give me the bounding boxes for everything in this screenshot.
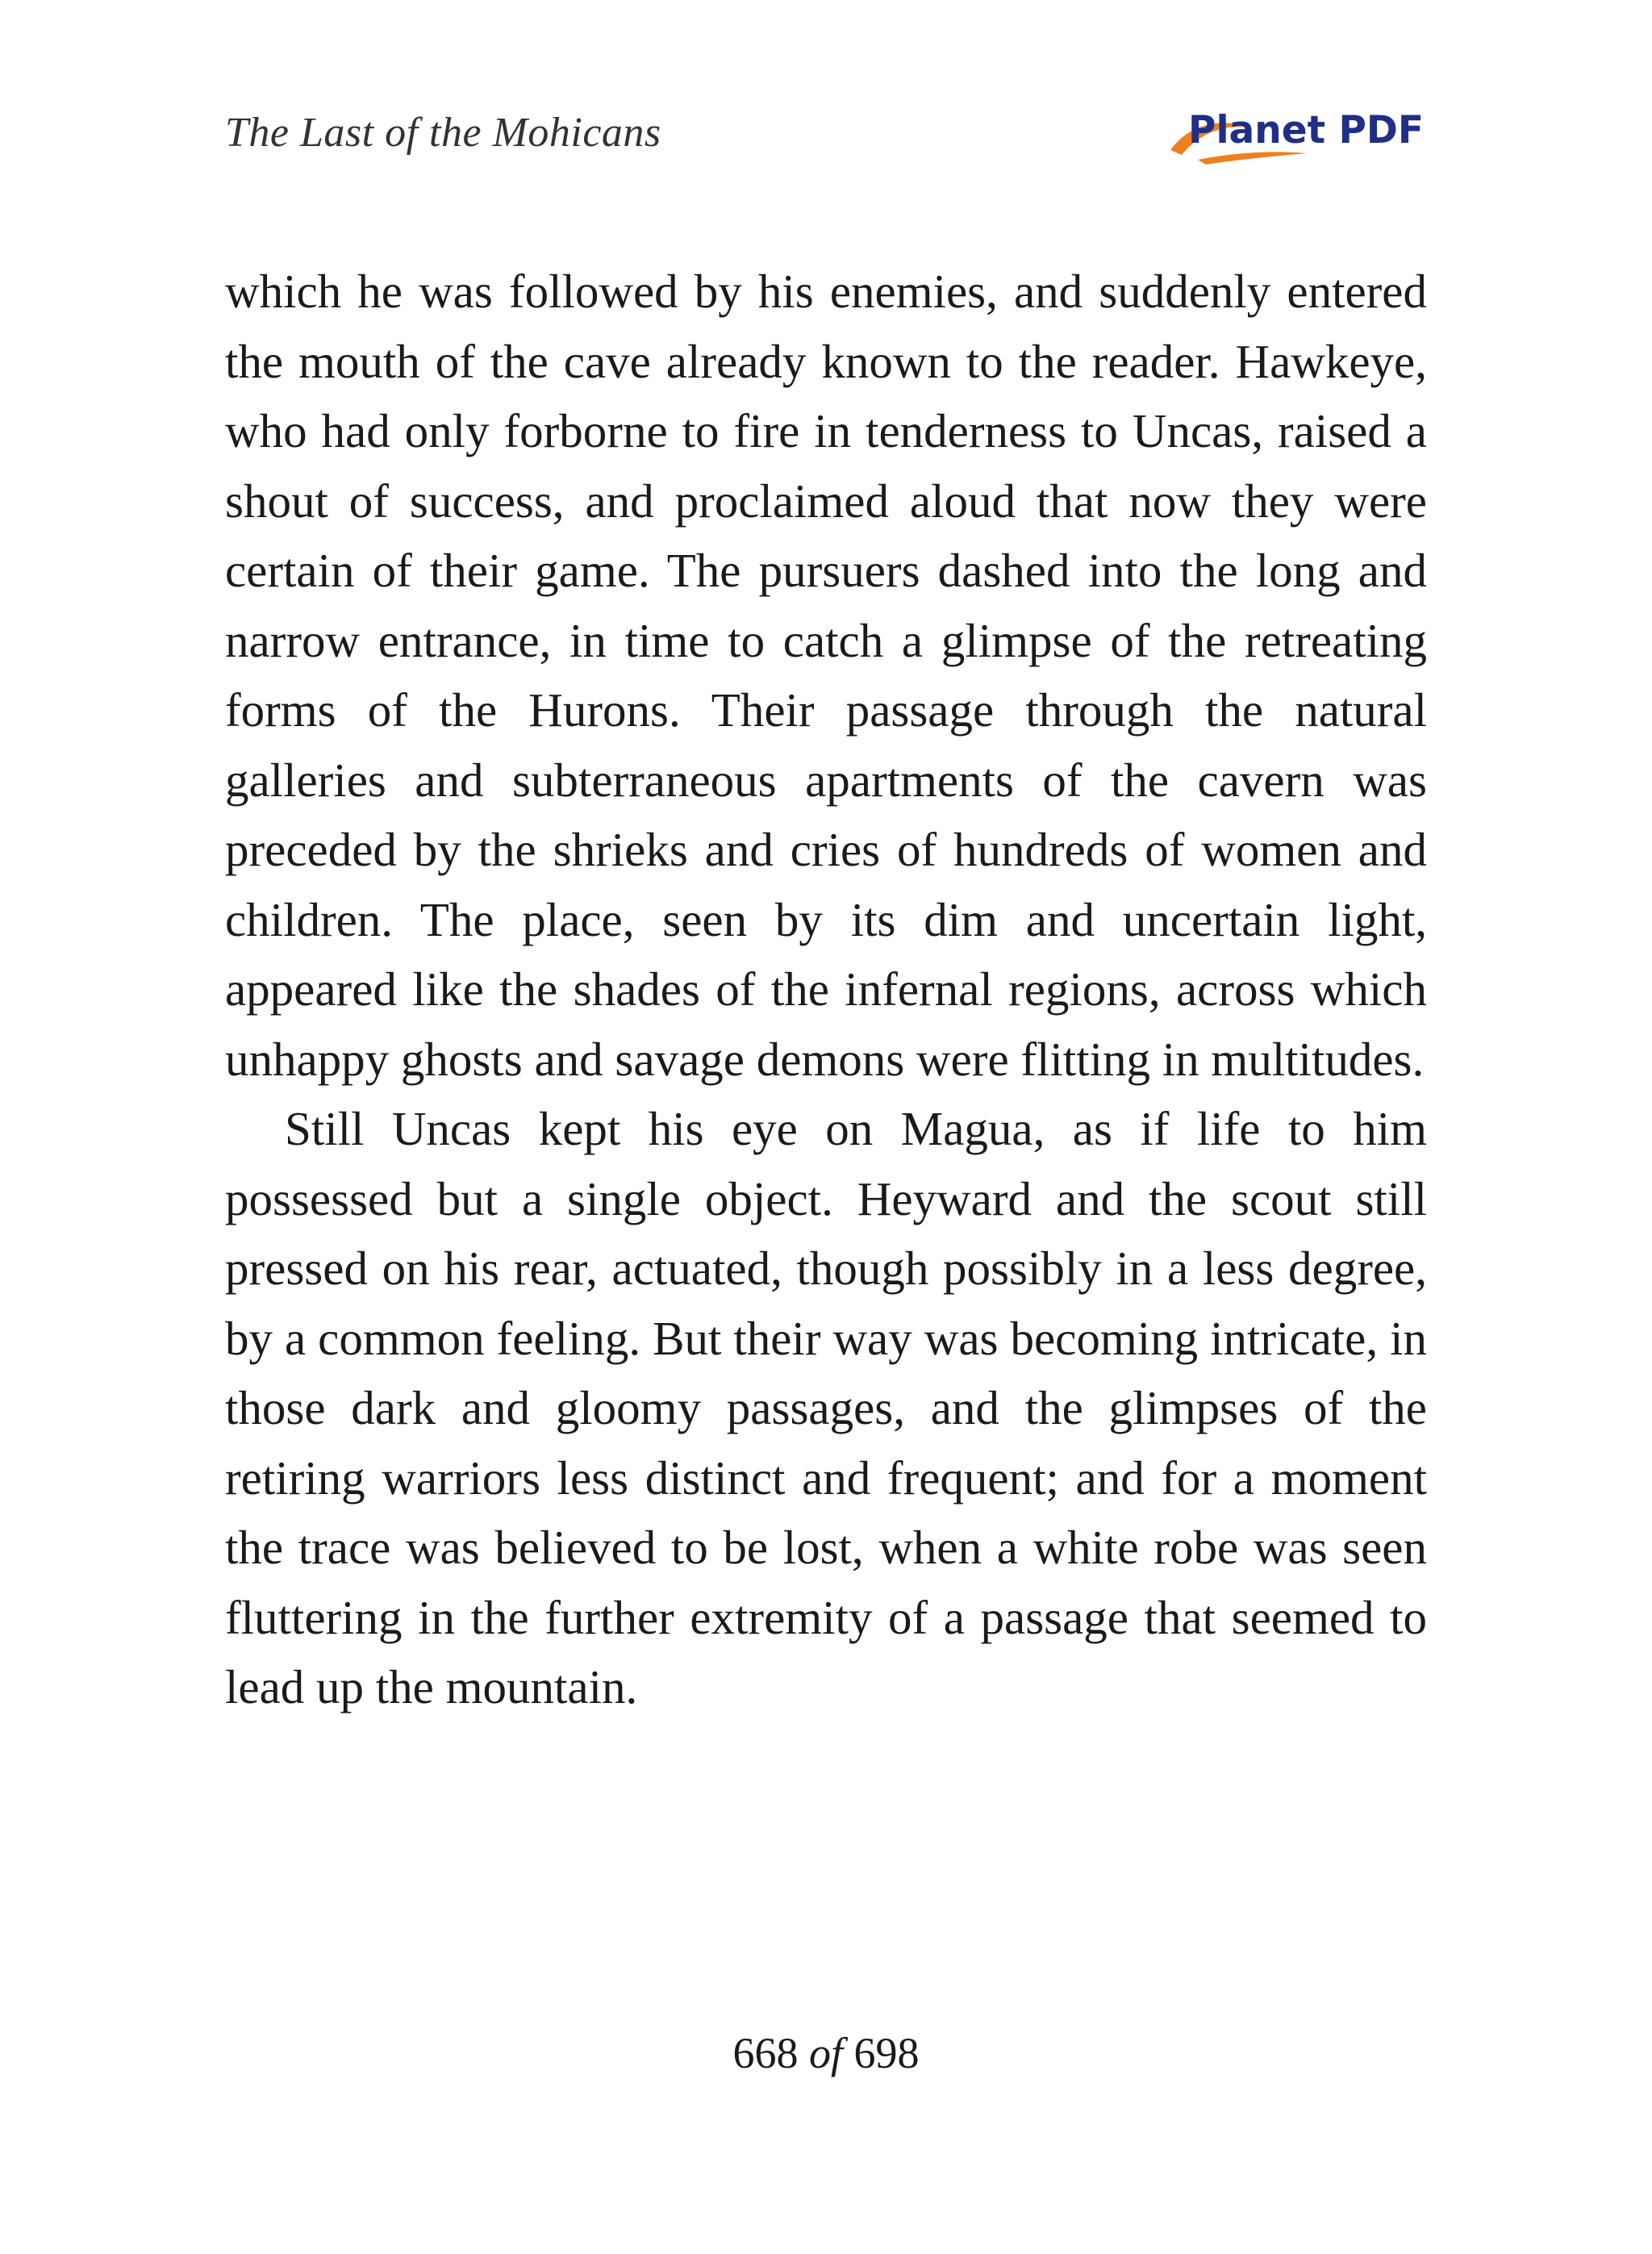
current-page-number: 668: [732, 2029, 799, 2077]
running-head-title: The Last of the Mohicans: [225, 110, 661, 156]
total-page-count: 698: [853, 2029, 920, 2077]
paragraph: which he was followed by his enemies, and suddenly entered the mouth of the cave already known to the reader. Hawkeye, who had only forborne to fire in tenderness to Uncas, raised a shout of success, and proclaimed aloud that now they were certain of their game. The pursuers dashed into the long and narrow entrance, in time to catch a glimpse of the retreating forms of the Hurons. Their passage through the natural galleries and subterraneous apartments of the cavern was preceded by the shrieks and cries of hundreds of women and children. The place, seen by its dim and uncertain light, appeared like the shades of the infernal regions, across which unhappy ghosts and savage demons were flitting in multitudes.: [225, 265, 1427, 1086]
body-text: [225, 257, 1427, 1722]
page-of-separator: of: [808, 2029, 843, 2077]
page-number: [0, 2025, 1652, 2081]
logo-text: Planet PDF: [1188, 108, 1425, 152]
paragraph: Still Uncas kept his eye on Magua, as if life to him possessed but a single object. Heyward and the scout still pressed on his rear, actuated, though possibly in a less degree, by a common feeling. But their way was becoming intricate, in those dark and gloomy passages, and the glimpses of the retiring warriors less distinct and frequent; and for a moment the trace was believed to be lost, when a white robe was seen fluttering in the further extremity of a passage that seemed to lead up the mountain.: [225, 1102, 1427, 1713]
planet-pdf-logo: [1166, 103, 1432, 168]
